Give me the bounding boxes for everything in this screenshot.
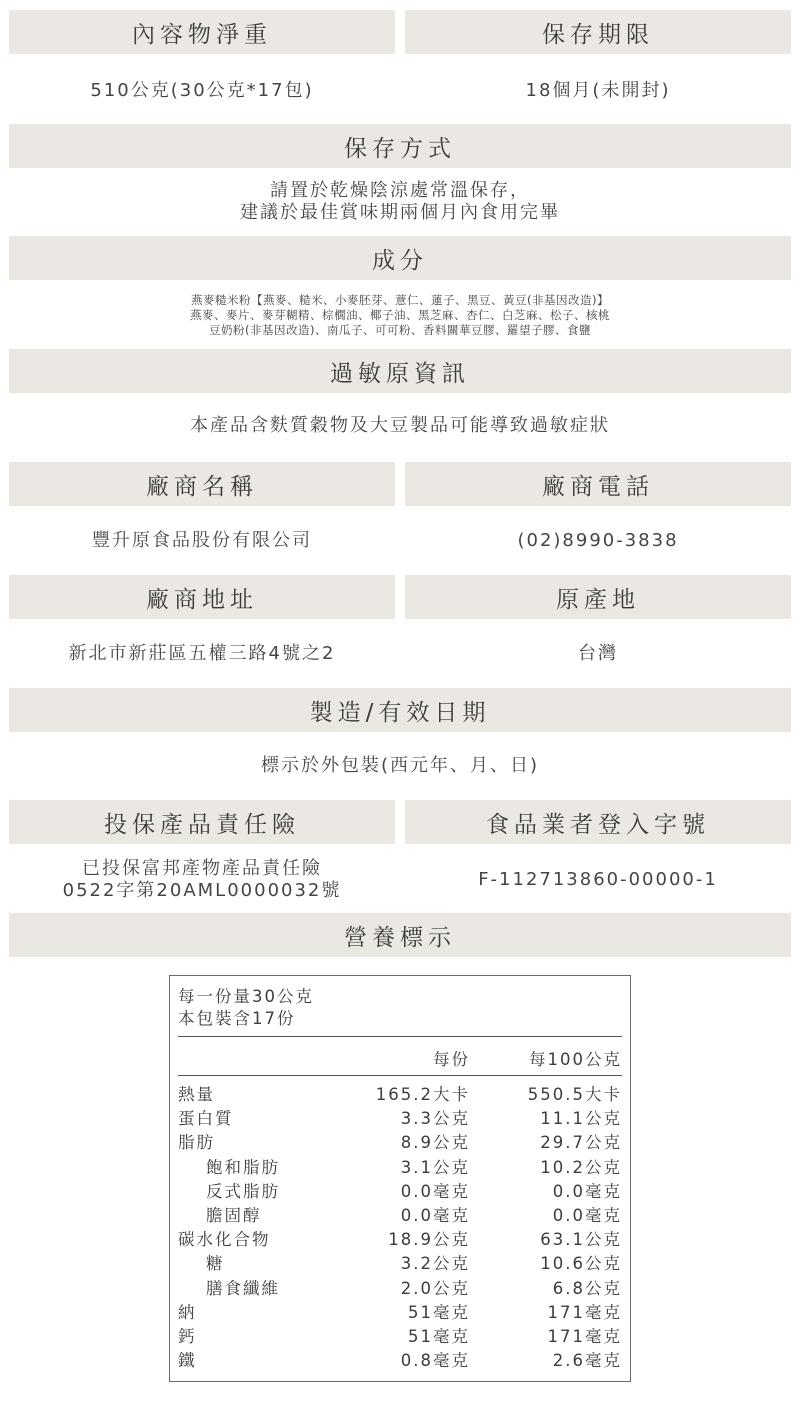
per-100g-value: 0.0毫克 xyxy=(552,1181,622,1201)
per-serving-value: 3.1公克 xyxy=(400,1157,470,1177)
table-row xyxy=(178,1180,622,1204)
per-100g-value: 29.7公克 xyxy=(540,1133,622,1153)
net-weight-header: 內容物淨重 xyxy=(9,10,395,54)
table-divider-bottom xyxy=(178,1075,622,1076)
nutrient-name: 熱量 xyxy=(178,1085,215,1104)
nutrient-name: 脂肪 xyxy=(178,1133,215,1153)
nutrient-name: 反式脂肪 xyxy=(206,1181,280,1201)
storage-header: 保存方式 xyxy=(9,124,791,168)
table-row xyxy=(178,1156,622,1180)
per-serving-value: 8.9公克 xyxy=(400,1133,470,1153)
nutrient-name: 膳食纖維 xyxy=(206,1278,280,1298)
per-serving-value: 0.0毫克 xyxy=(400,1206,470,1225)
per-100g-value: 10.6公克 xyxy=(540,1254,622,1274)
per-serving-value: 0.8毫克 xyxy=(400,1351,470,1371)
per-serving-value: 51毫克 xyxy=(408,1327,470,1346)
insurance-header: 投保產品責任險 xyxy=(9,800,395,844)
per-100g-value: 2.6毫克 xyxy=(552,1351,622,1371)
table-divider-top xyxy=(178,1036,622,1037)
nutrition-table xyxy=(169,975,631,1382)
net-weight-value: 510公克(30公克*17包) xyxy=(90,80,314,101)
address-header: 廠商地址 xyxy=(9,575,395,619)
insurance-value xyxy=(9,856,395,904)
servings-per-package: 本包裝含17份 xyxy=(178,1009,296,1028)
per-serving-value: 2.0公克 xyxy=(400,1278,470,1298)
table-row xyxy=(178,1204,622,1228)
table-row xyxy=(178,1301,622,1325)
origin-value: 台灣 xyxy=(578,643,618,664)
insurance-line-1: 已投保富邦產物產品責任險 xyxy=(82,858,322,879)
shelf-life-header: 保存期限 xyxy=(405,10,791,54)
nutrient-name: 碳水化合物 xyxy=(178,1230,271,1250)
per-100g-value: 11.1公克 xyxy=(540,1109,622,1129)
ingredients-line-1: 燕麥糙米粉【燕麥、糙米、小麥胚芽、薏仁、蓮子、黑豆、黃豆(非基因改造)】 xyxy=(191,292,609,307)
nutrient-name: 蛋白質 xyxy=(178,1109,234,1129)
ingredients-text xyxy=(9,289,791,341)
per-serving-value: 3.3公克 xyxy=(400,1109,470,1129)
nutrition-header: 營養標示 xyxy=(9,913,791,957)
date-header: 製造/有效日期 xyxy=(9,688,791,732)
nutrient-name: 鐵 xyxy=(178,1351,197,1371)
shelf-life-value: 18個月(未開封) xyxy=(525,80,671,101)
ingredients-line-3: 豆奶粉(非基因改造)、南瓜子、可可粉、香料關華豆膠、羅望子膠、食鹽 xyxy=(209,322,591,337)
table-row xyxy=(178,1083,622,1107)
per-serving-value: 51毫克 xyxy=(408,1302,470,1322)
table-row xyxy=(178,1325,622,1349)
per-100g-value: 63.1公克 xyxy=(540,1230,622,1250)
allergen-value: 本產品含麩質穀物及大豆製品可能導致過敏症狀 xyxy=(190,415,610,436)
ingredients-line-2: 燕麥、麥片、麥芽糊精、棕櫚油、椰子油、黑芝麻、杏仁、白芝麻、松子、核桃 xyxy=(190,307,610,322)
per-serving-value: 165.2大卡 xyxy=(375,1085,470,1104)
per-100g-value: 171毫克 xyxy=(547,1302,622,1322)
phone-header: 廠商電話 xyxy=(405,462,791,506)
per-100g-value: 10.2公克 xyxy=(540,1157,622,1177)
address-value: 新北市新莊區五權三路4號之2 xyxy=(68,643,336,664)
per-serving-value: 0.0毫克 xyxy=(400,1181,470,1201)
storage-text xyxy=(9,178,791,226)
registration-header: 食品業者登入字號 xyxy=(405,800,791,844)
per-serving-value: 18.9公克 xyxy=(388,1230,470,1250)
per-100g-value: 0.0毫克 xyxy=(552,1206,622,1225)
allergen-header: 過敏原資訊 xyxy=(9,349,791,393)
table-row xyxy=(178,1277,622,1301)
table-row xyxy=(178,1349,622,1373)
per-100g-value: 6.8公克 xyxy=(552,1278,622,1298)
manufacturer-header: 廠商名稱 xyxy=(9,462,395,506)
storage-line-1: 請置於乾燥陰涼處常溫保存， xyxy=(270,180,530,201)
insurance-line-2: 0522字第20AML0000032號 xyxy=(62,880,342,901)
table-row xyxy=(178,1131,622,1155)
nutrient-name: 鈣 xyxy=(178,1327,197,1346)
per-serving-value: 3.2公克 xyxy=(400,1254,470,1274)
nutrient-name: 納 xyxy=(178,1302,197,1322)
date-value: 標示於外包裝(西元年、月、日) xyxy=(260,755,540,776)
serving-size: 每一份量30公克 xyxy=(178,987,314,1006)
per-100g-value: 550.5大卡 xyxy=(527,1085,622,1104)
ingredients-header: 成分 xyxy=(9,236,791,280)
nutrient-name: 飽和脂肪 xyxy=(206,1157,280,1177)
registration-value: F-112713860-00000-1 xyxy=(478,869,718,890)
col-header-per-100g: 每100公克 xyxy=(529,1050,622,1069)
nutrient-name: 糖 xyxy=(206,1254,225,1274)
nutrient-name: 膽固醇 xyxy=(206,1206,262,1225)
manufacturer-value: 豐升原食品股份有限公司 xyxy=(92,530,312,551)
phone-value: (02)8990-3838 xyxy=(517,530,679,551)
nutrition-serving-info xyxy=(178,986,314,1030)
table-row xyxy=(178,1107,622,1131)
col-header-per-serving: 每份 xyxy=(433,1050,470,1069)
storage-line-2: 建議於最佳賞味期兩個月內食用完畢 xyxy=(240,202,560,223)
table-row xyxy=(178,1228,622,1252)
table-row xyxy=(178,1252,622,1276)
per-100g-value: 171毫克 xyxy=(547,1327,622,1346)
origin-header: 原產地 xyxy=(405,575,791,619)
